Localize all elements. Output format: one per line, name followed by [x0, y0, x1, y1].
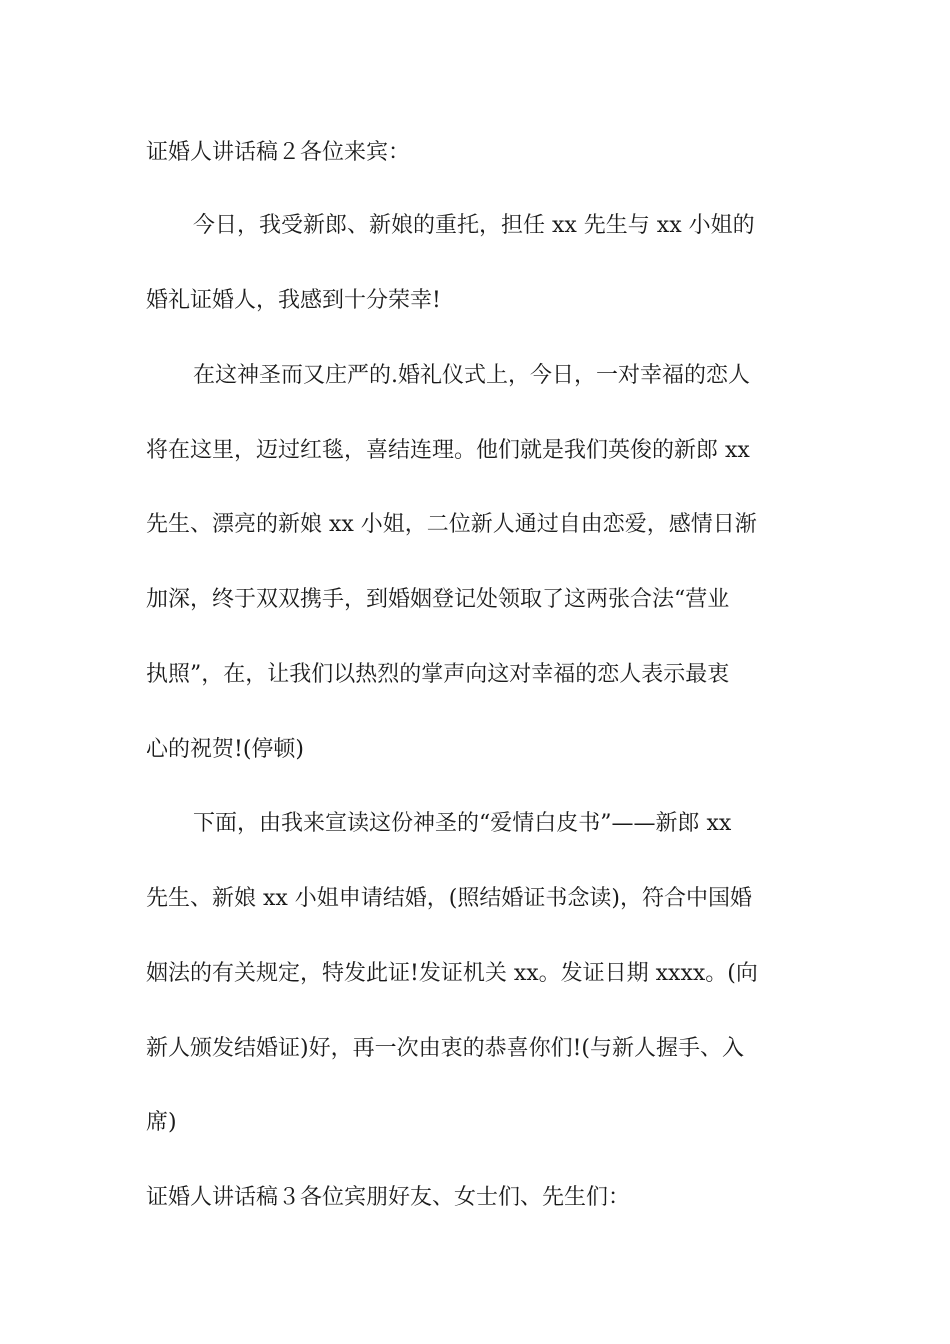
paragraph-line: 姻法的有关规定，特发此证!发证机关 xx。发证日期 xxxx。(向	[146, 961, 758, 986]
paragraph-line: 在这神圣而又庄严的.婚礼仪式上，今日，一对幸福的恋人	[193, 363, 750, 388]
paragraph-line: 执照”，在，让我们以热烈的掌声向这对幸福的恋人表示最衷	[146, 662, 730, 687]
section-heading-2: 证婚人讲话稿２各位来宾：	[146, 140, 411, 165]
paragraph-line: 先生、漂亮的新娘 xx 小姐，二位新人通过自由恋爱，感情日渐	[146, 512, 757, 537]
paragraph-line: 新人颁发结婚证)好，再一次由衷的恭喜你们!(与新人握手、入	[146, 1036, 745, 1061]
paragraph-line: 席)	[146, 1110, 177, 1135]
paragraph-line: 下面，由我来宣读这份神圣的“爱情白皮书”——新郎 xx	[193, 811, 732, 836]
paragraph-line: 今日，我受新郎、新娘的重托，担任 xx 先生与 xx 小姐的	[193, 213, 755, 238]
paragraph-line: 加深，终于双双携手，到婚姻登记处领取了这两张合法“营业	[146, 587, 730, 612]
paragraph-line: 先生、新娘 xx 小姐申请结婚，(照结婚证书念读)，符合中国婚	[146, 886, 752, 911]
paragraph-line: 心的祝贺!(停顿)	[146, 737, 305, 762]
paragraph-line: 婚礼证婚人，我感到十分荣幸!	[146, 288, 441, 313]
section-heading-3: 证婚人讲话稿３各位宾朋好友、女士们、先生们：	[146, 1185, 631, 1210]
paragraph-line: 将在这里，迈过红毯，喜结连理。他们就是我们英俊的新郎 xx	[146, 438, 750, 463]
